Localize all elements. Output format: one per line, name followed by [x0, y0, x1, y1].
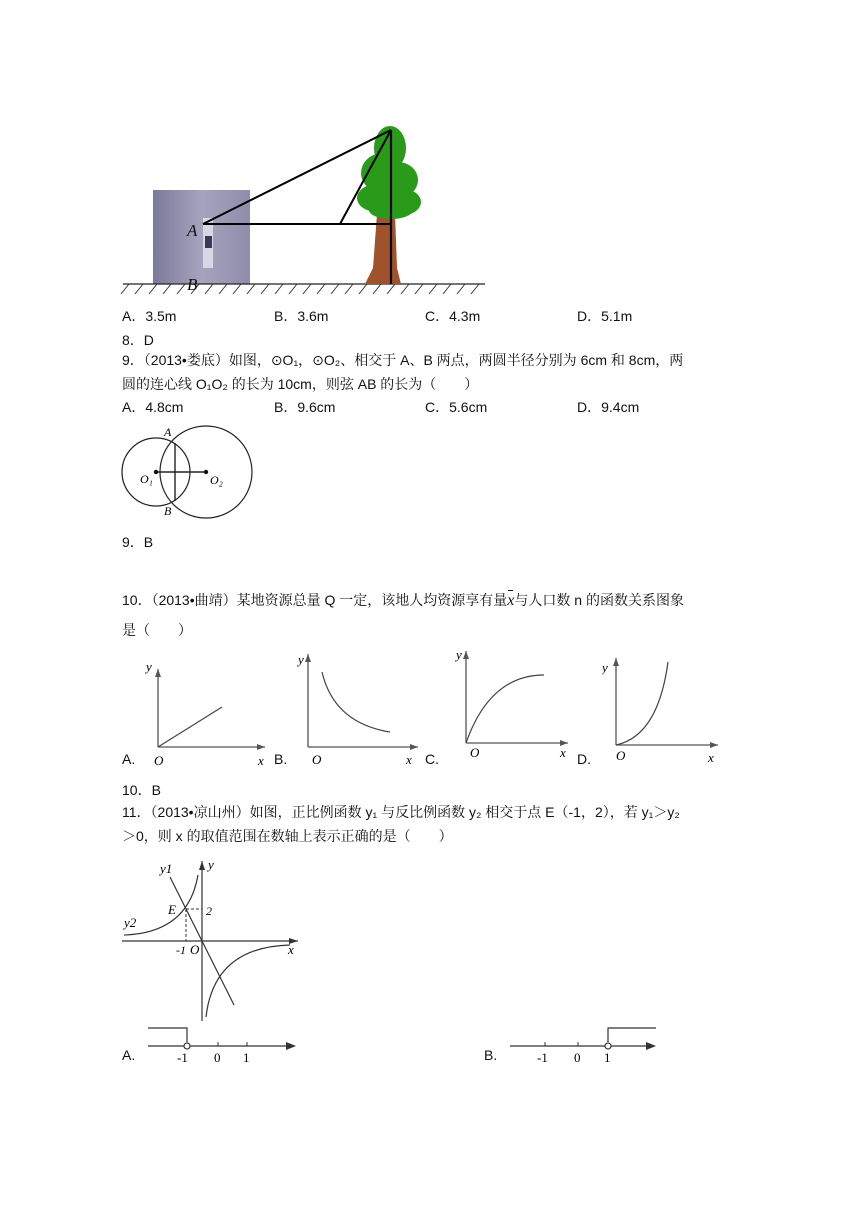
answer-9: 9．B: [122, 534, 154, 550]
graph-c: [450, 645, 580, 763]
label-o1: O₁: [140, 472, 153, 486]
q10-text-part2: 与人口数 n 的函数关系图象: [514, 592, 684, 608]
q10-option-a: A.: [122, 751, 136, 767]
q11-line1: 11．（2013•凉山州）如图，正比例函数 y₁ 与反比例函数 y₂ 相交于点 E（-1，2），若 y₁＞y₂: [122, 804, 680, 820]
graph-a: [140, 655, 270, 770]
svg-text:y: y: [146, 659, 152, 674]
svg-text:0: 0: [214, 1050, 221, 1065]
q9-option-c: C．5.6cm: [425, 399, 488, 415]
q11-option-b: B.: [484, 1047, 498, 1063]
numberline-a: [144, 1020, 304, 1065]
tree-crown: [357, 126, 421, 219]
svg-text:O: O: [312, 752, 322, 767]
svg-text:O: O: [154, 753, 164, 768]
q10-option-c: C.: [425, 751, 439, 767]
svg-text:O: O: [470, 745, 480, 760]
q9-option-d: D．9.4cm: [577, 399, 640, 415]
numberline-b: [508, 1020, 668, 1065]
label-a: A: [164, 425, 172, 439]
svg-text:y: y: [208, 857, 214, 872]
svg-text:x: x: [560, 745, 566, 760]
svg-text:y2: y2: [124, 915, 137, 930]
q10-line2: 是（ ）: [122, 622, 192, 638]
svg-text:y: y: [456, 647, 462, 662]
svg-text:-1: -1: [537, 1050, 548, 1065]
label-b: B: [187, 275, 198, 294]
label-o2: O₂: [210, 473, 223, 487]
q7-option-c: C．4.3m: [425, 308, 481, 324]
svg-text:x: x: [288, 942, 294, 957]
svg-text:1: 1: [243, 1050, 250, 1065]
label-a: A: [187, 221, 198, 240]
graph-b-curve: [322, 672, 390, 732]
q7-option-b: B．3.6m: [274, 308, 329, 324]
svg-text:y: y: [602, 660, 608, 675]
graph-b: [294, 648, 424, 770]
q7-option-d: D．5.1m: [577, 308, 633, 324]
q11-line2: ＞0，则 x 的取值范围在数轴上表示正确的是（ ）: [122, 828, 453, 844]
q9-option-a: A．4.8cm: [122, 399, 184, 415]
q9-option-b: B．9.6cm: [274, 399, 336, 415]
label-b: B: [164, 504, 172, 518]
svg-text:x: x: [708, 750, 714, 765]
q10-option-b: B.: [274, 751, 288, 767]
svg-text:y1: y1: [160, 861, 173, 876]
svg-text:O: O: [616, 748, 626, 763]
answer-10: 10．B: [122, 782, 161, 798]
graph-d-curve: [616, 662, 668, 745]
q9-line1: 9．（2013•娄底）如图，⊙O₁，⊙O₂、相交于 A、B 两点，两圆半径分别为 6cm 和 8cm，两: [122, 352, 684, 368]
svg-text:y: y: [298, 652, 304, 667]
svg-text:-1: -1: [176, 943, 186, 957]
q7-option-a: A．3.5m: [122, 308, 177, 324]
q10-text-part1: 10．（2013•曲靖）某地资源总量 Q 一定，该地人均资源享有量: [122, 592, 508, 608]
tree-height-figure: [115, 118, 495, 298]
q9-line2: 圆的连心线 O₁O₂ 的长为 10cm，则弦 AB 的长为（ ）: [122, 376, 479, 392]
function-graph: [118, 855, 308, 1025]
graph-c-curve: [466, 675, 544, 743]
graph-a-line: [158, 707, 222, 747]
hyperbola-right: [206, 945, 290, 1017]
two-circles-figure: [118, 420, 263, 525]
svg-text:0: 0: [574, 1050, 581, 1065]
graph-d: [602, 652, 732, 770]
svg-text:-1: -1: [177, 1050, 188, 1065]
svg-text:O: O: [190, 942, 200, 957]
svg-text:2: 2: [206, 904, 212, 918]
svg-text:x: x: [258, 753, 264, 768]
svg-text:x: x: [406, 752, 412, 767]
answer-8: 8．D: [122, 332, 154, 348]
xbar-symbol: x: [507, 589, 514, 613]
svg-text:1: 1: [604, 1050, 611, 1065]
svg-text:E: E: [168, 902, 176, 917]
q11-option-a: A.: [122, 1047, 136, 1063]
q10-line1: [122, 588, 684, 613]
q10-option-d: D.: [577, 751, 591, 767]
